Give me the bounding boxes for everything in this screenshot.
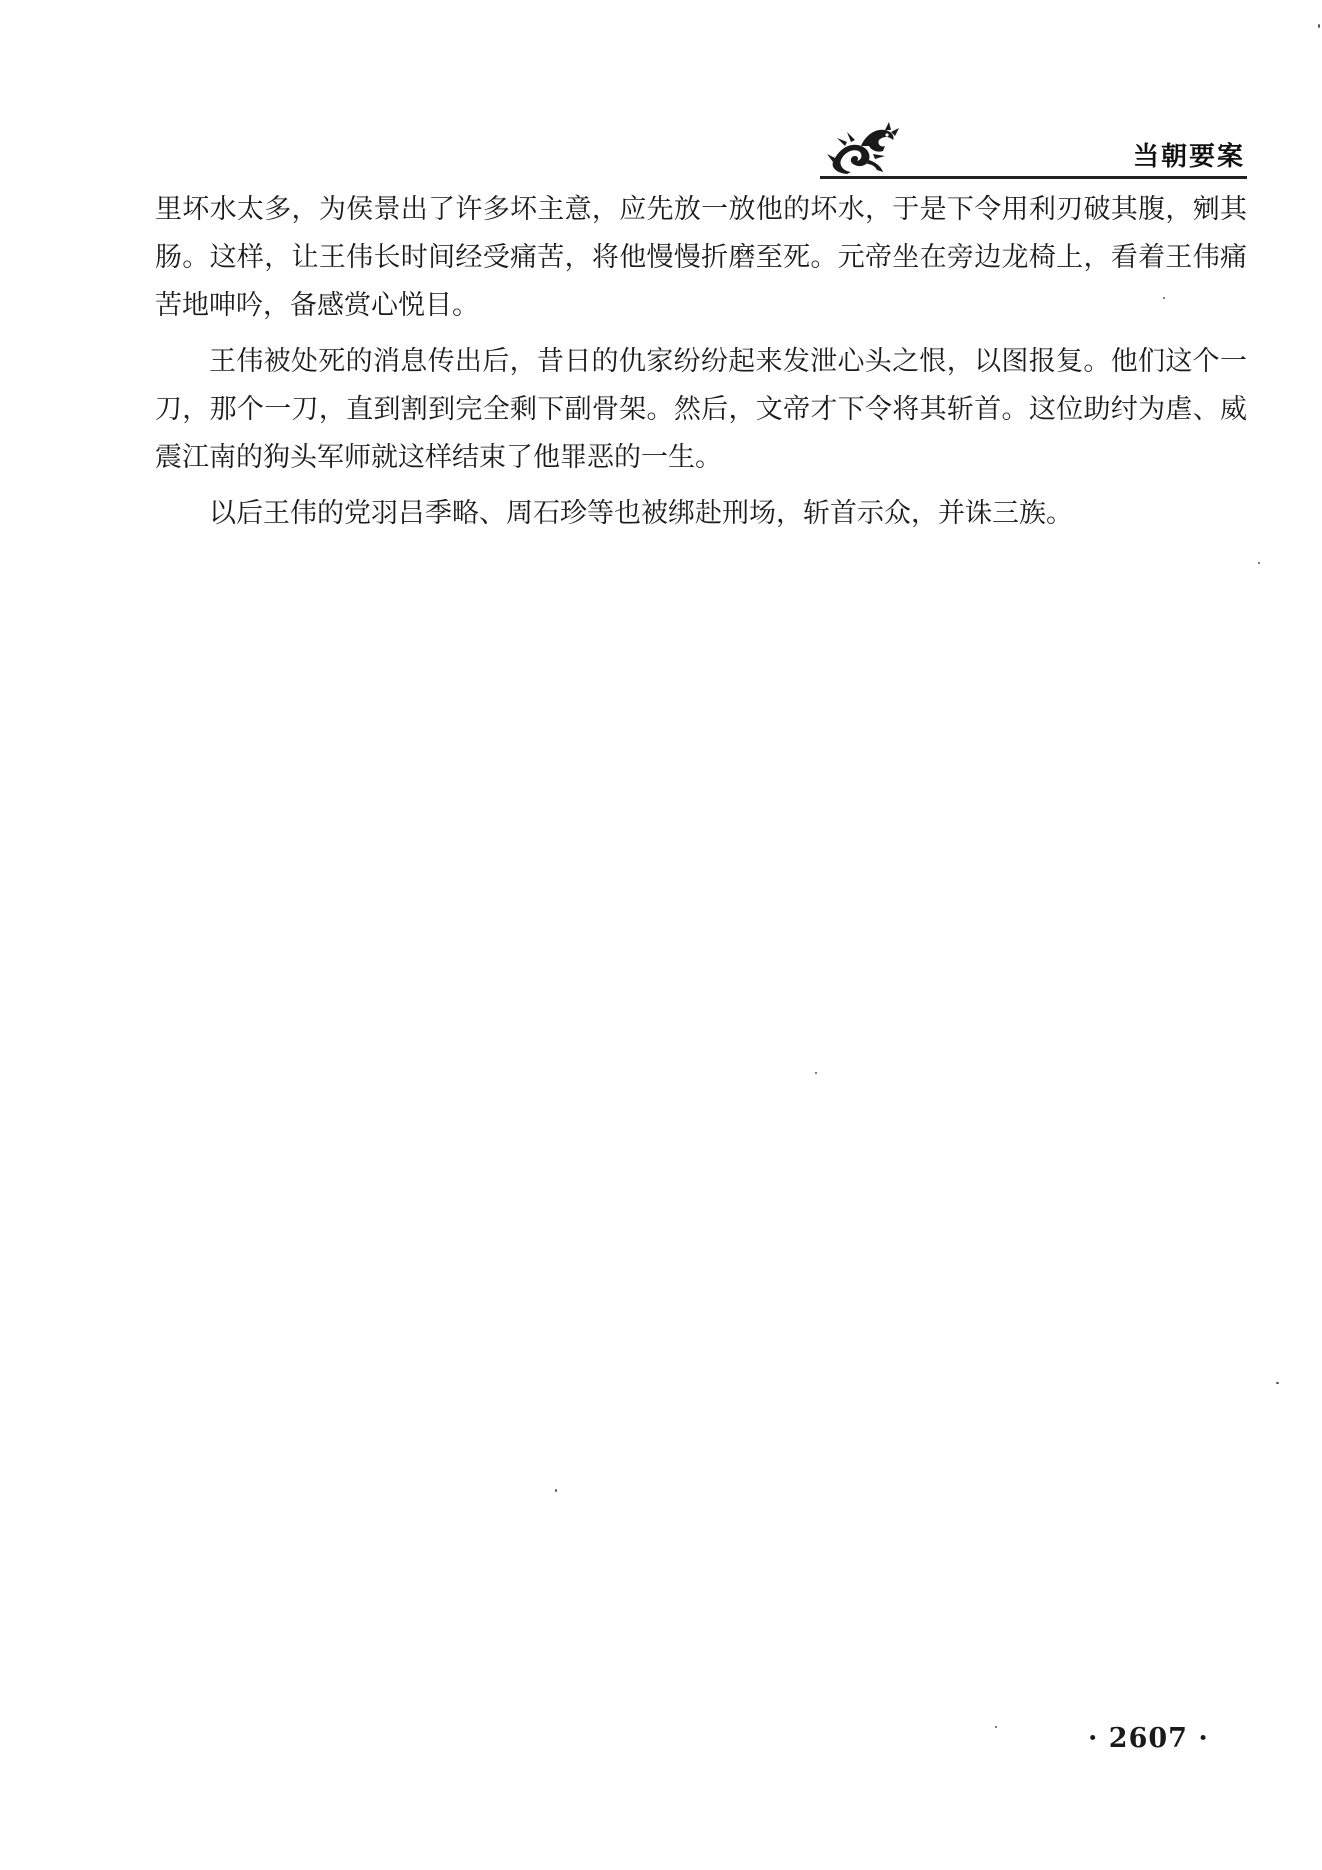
header-divider (820, 176, 1247, 179)
body-text (155, 186, 1247, 546)
scan-speck (815, 1072, 817, 1074)
scan-speck (995, 1726, 997, 1728)
paragraph-3: 以后王伟的党羽吕季略、周石珍等也被绑赴刑场，斩首示众，并诛三族。 (209, 498, 1073, 529)
running-header (815, 118, 1245, 178)
scan-speck (1258, 562, 1260, 564)
scan-speck (1163, 297, 1165, 299)
paragraph-2: 王伟被处死的消息传出后，昔日的仇家纷纷起来发泄心头之恨，以图报复。他们这个一刀，那个一刀，直到割到完全剩下副骨架。然后，文帝才下令将其斩首。这位助纣为虐、威震江南的狗头军师就这样结束了他罪恶的一生。 (155, 346, 1247, 473)
paragraph-1: 里坏水太多，为侯景出了许多坏主意，应先放一放他的坏水，于是下令用利刃破其腹，剜其肠。这样，让王伟长时间经受痛苦，将他慢慢折磨至死。元帝坐在旁边龙椅上，看着王伟痛苦地呻吟，备感赏心悦目。 (155, 194, 1247, 321)
dragon-emblem-icon (825, 118, 905, 176)
scan-speck (1276, 1382, 1279, 1384)
scan-speck (555, 1489, 557, 1492)
page-number: · 2607 · (1088, 1723, 1209, 1754)
scan-speck (1318, 24, 1320, 28)
header-title: 当朝要案 (1132, 142, 1245, 172)
